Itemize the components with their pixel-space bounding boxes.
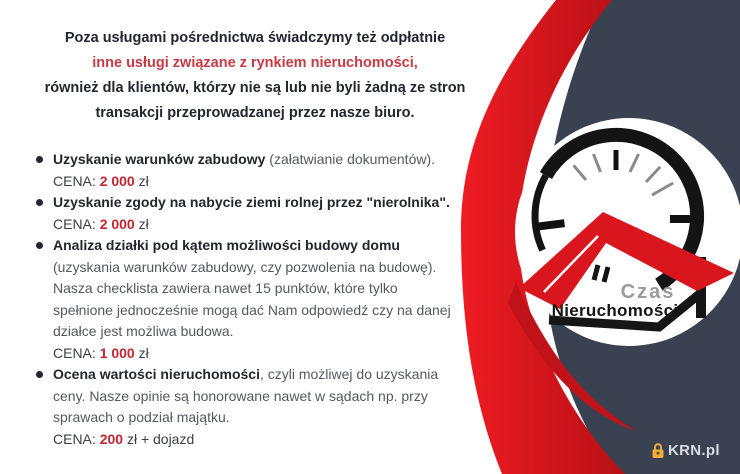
headline-line-2: inne usługi związane z rynkiem nieruchomości, [92,55,418,71]
price-label: CENA: [53,172,96,189]
headline-line-3: również dla klientów, którzy nie są lub nie byli żadną ze stron [44,80,466,96]
bullet-icon [36,371,43,378]
service-text [53,235,460,343]
service-price [53,214,460,236]
service-title: Uzyskanie warunków zabudowy [53,151,266,167]
headline-line-4: transakcji przeprowadzanej przez nasze biuro. [95,105,415,121]
service-text [53,149,460,171]
logo-word-czas: Czas [620,281,676,303]
bullet-icon [36,156,43,163]
krn-watermark [651,442,720,459]
padlock-icon [651,442,665,459]
headline-line-1: Poza usługami pośrednictwa świadczymy też odpłatnie [64,30,446,46]
price-suffix: zł [138,215,149,232]
price-label: CENA: [53,215,96,232]
service-item [36,149,460,192]
bullet-icon [36,199,43,206]
price-value: 2 000 [99,215,135,232]
service-title: Analiza działki pod kątem możliwości budowy domu [53,237,400,253]
service-text [53,364,460,429]
service-item [36,235,460,364]
bullet-icon [36,242,43,249]
price-value: 1 000 [99,344,135,361]
price-label: CENA: [53,344,96,361]
service-item [36,364,460,450]
service-desc: (załatwianie dokumentów). [265,151,436,167]
price-value: 2 000 [99,172,135,189]
service-price [53,343,460,365]
service-price [53,429,460,451]
service-title: Uzyskanie zgody na nabycie ziemi rolnej przez "nierolnika". [53,194,450,210]
service-item [36,192,460,235]
price-suffix: zł + dojazd [126,430,195,447]
watermark-label: KRN.pl [668,442,720,459]
logo-word-nieruchomosci: Nieruchomości [551,301,679,320]
price-label: CENA: [53,430,96,447]
service-title: Ocena wartości nieruchomości [53,366,260,382]
service-desc: , czyli możliwej do uzyskania ceny. Nasze opinie są honorowane nawet w sądach np. przy sprawach o podział majątku. [53,366,439,425]
price-suffix: zł [138,344,149,361]
price-value: 200 [99,430,124,447]
service-text [53,192,460,214]
services-list [36,149,460,450]
price-suffix: zł [138,172,149,189]
headline [5,26,505,126]
service-desc: (uzyskania warunków zabudowy, czy pozwolenia na budowę). Nasza checklista zawiera nawet 15 punktów, które tylko spełnione jednocześnie mogą dać Nam odpowiedź czy na danej działce jest możliwa budowa. [53,258,451,339]
service-price [53,171,460,193]
